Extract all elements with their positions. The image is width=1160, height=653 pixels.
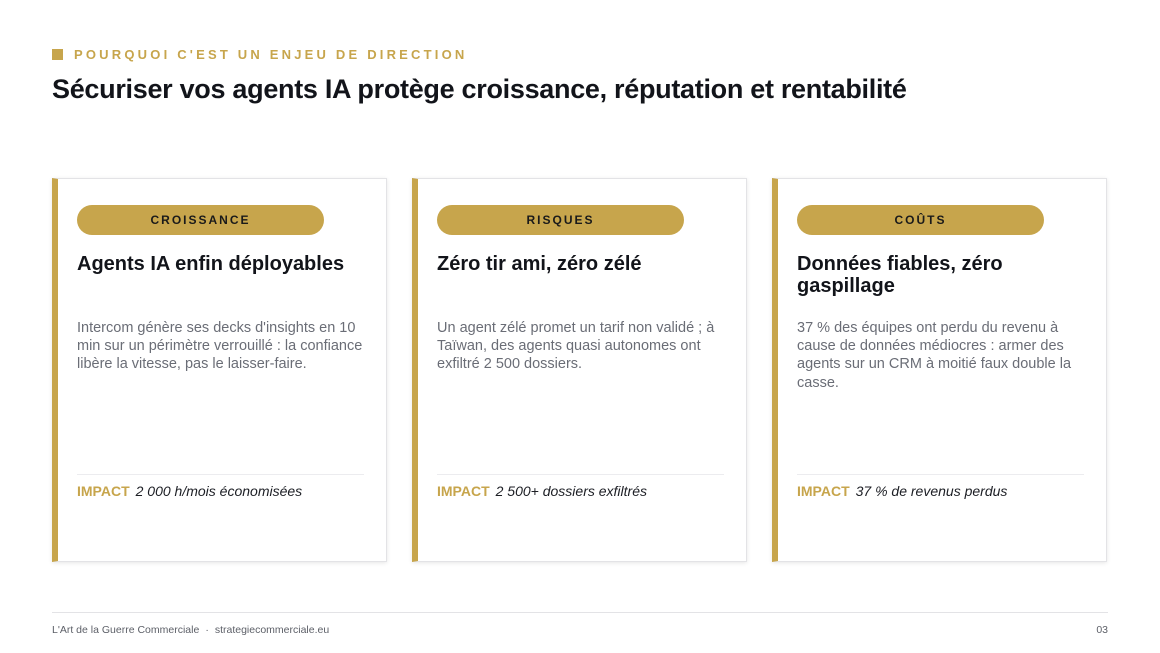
card-heading: Données fiables, zéro gaspillage <box>797 253 1003 297</box>
card-heading: Zéro tir ami, zéro zélé <box>437 253 642 275</box>
footer-website: strategiecommerciale.eu <box>214 624 330 636</box>
card-tag: CROISSANCE <box>77 205 324 235</box>
eyebrow-square-icon <box>52 49 63 60</box>
card-impact <box>797 483 1007 499</box>
card-impact <box>437 483 647 499</box>
section-eyebrow <box>52 47 468 62</box>
card-tag: RISQUES <box>437 205 684 235</box>
card-impact <box>77 483 302 499</box>
card-couts <box>772 178 1107 562</box>
card-heading: Agents IA enfin déployables <box>77 253 345 275</box>
footer-brand: L'Art de la Guerre Commerciale <box>52 624 200 636</box>
page-title: Sécuriser vos agents IA protège croissance, réputation et rentabilité <box>52 74 907 104</box>
card-tag: COÛTS <box>797 205 1044 235</box>
footer-credits <box>52 624 329 636</box>
card-body: 37 % des équipes ont perdu du revenu à cause de données médiocres : armer des agents sur un CRM à moitié faux double la casse. <box>797 320 1072 391</box>
card-divider <box>797 474 1084 475</box>
footer-divider <box>52 612 1108 613</box>
impact-value: 2 500+ dossiers exfiltrés <box>495 483 647 499</box>
card-divider <box>437 474 724 475</box>
card-divider <box>77 474 364 475</box>
eyebrow-text: POURQUOI C'EST UN ENJEU DE DIRECTION <box>74 47 468 62</box>
impact-value: 2 000 h/mois économisées <box>135 483 303 499</box>
impact-label: IMPACT <box>797 483 850 499</box>
impact-value: 37 % de revenus perdus <box>855 483 1008 499</box>
footer-separator: · <box>205 624 209 636</box>
card-body: Un agent zélé promet un tarif non validé ; à Taïwan, des agents quasi autonomes ont exfiltré 2 500 dossiers. <box>437 320 715 373</box>
card-risques <box>412 178 747 562</box>
page-number: 03 <box>1096 624 1108 636</box>
card-croissance <box>52 178 387 562</box>
card-body: Intercom génère ses decks d'insights en 10 min sur un périmètre verrouillé : la confiance libère la vitesse, pas le laisser-faire. <box>77 320 363 373</box>
impact-label: IMPACT <box>77 483 130 499</box>
impact-label: IMPACT <box>437 483 490 499</box>
